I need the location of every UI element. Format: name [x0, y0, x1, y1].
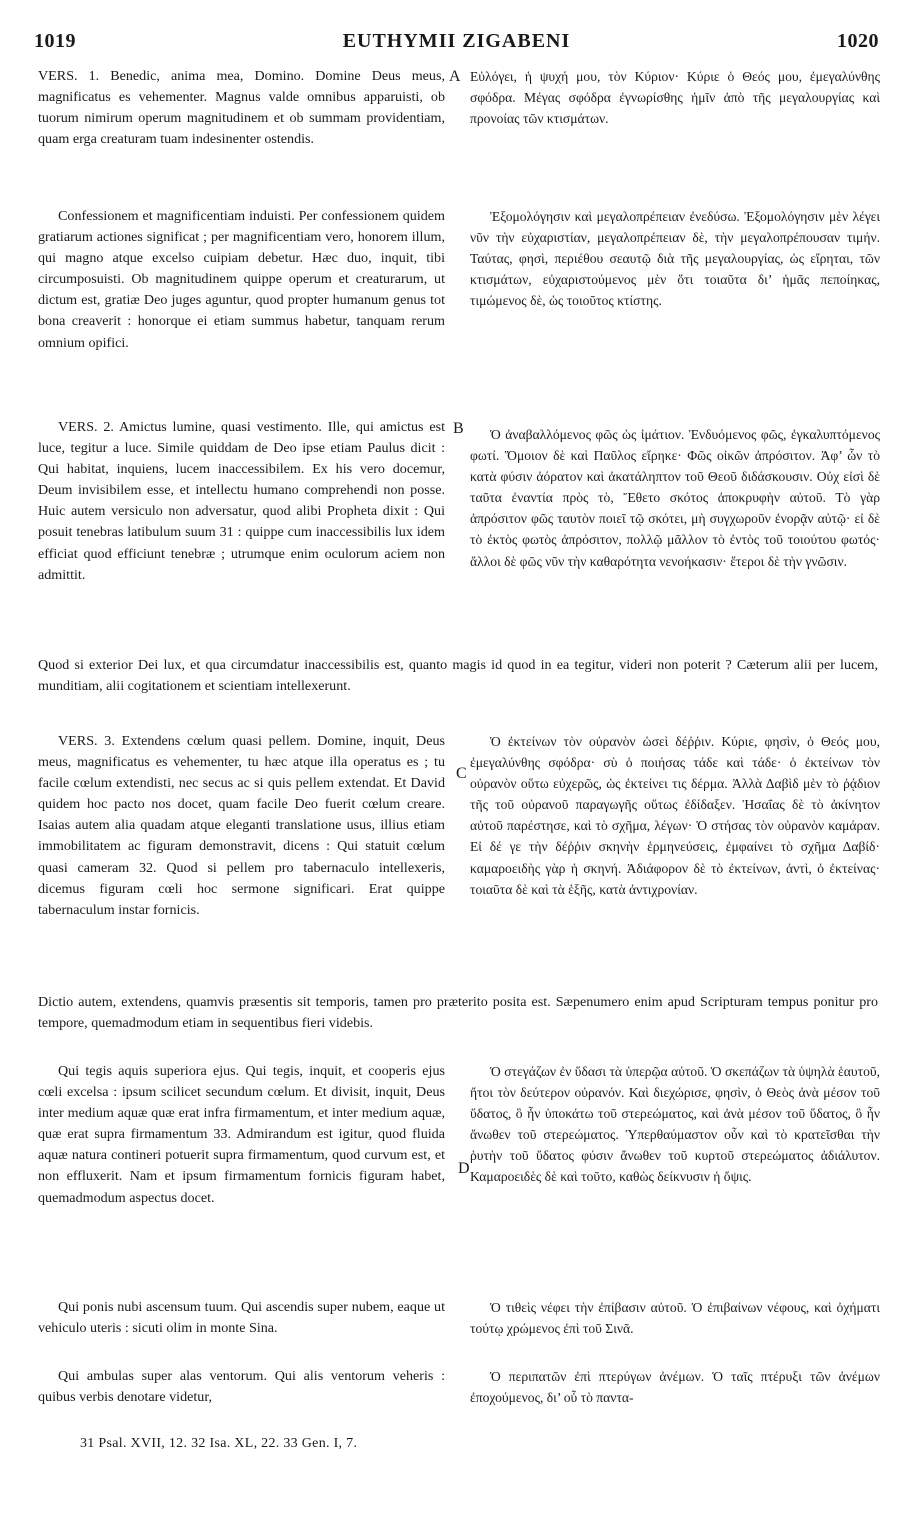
greek-paragraph-eulogei: Εὐλόγει, ἡ ψυχή μου, τὸν Κύριον· Κύριε ὁ Θεός μου, ἐμεγαλύνθης σφόδρα. Μέγας σφόδρα ἐγνωρίσθης ἡμῖν ἀπὸ τῆς μεγαλουργίας καὶ προνοίας τῶν κτισμάτων.	[470, 69, 880, 127]
latin-paragraph-confessionem: Confessionem et magnificentiam induisti. Per confessionem quidem gratiarum actiones significat ; per magnificentiam vero, honorem illum, qui magno atque excelso cuipiam debetur. Hæc duo, inquit, tibi circumposuisti. Ob magnitudinem quippe operum et creaturarum, ut dictum est, gratiæ Deo juges aguntur, quod propter humanum genus tot bona creaverit : honorque ei etiam summus habetur, tanquam rerum omnium opifici.	[38, 208, 445, 351]
latin-paragraph-qui-ponis: Qui ponis nubi ascensum tuum. Qui ascendis super nubem, eaque ut vehiculo uteris : sicuti olim in monte Sina.	[38, 1299, 445, 1337]
latin-paragraph-qui-ambulas: Qui ambulas super alas ventorum. Qui alis ventorum veheris : quibus verbis denotare videtur,	[38, 1368, 445, 1406]
latin-paragraph-vers-3: VERS. 3. Extendens cœlum quasi pellem. Domine, inquit, Deus meus, magnificatus es vehementer, tu hæc atque illa operatus es ; tu facile cœlum extendisti, nec secus ac si quis pellem extendat. Et David quidem hoc pacto nos docet, quam facile Deo fuerit cœlum creare. Isaias autem alia quadam atque eleganti translatione usus, illius etiam immobilitatem ac figuram demonstravit, dicens : Qui statuit cœlum quasi cameram 32. Quod si pellem pro tabernaculo intellexeris, dicemus figuram cœli hoc sermone significari. Erat quippe tabernaculum instar fornicis.	[38, 733, 445, 918]
column-marker-b: B	[453, 420, 464, 437]
page-header	[34, 30, 879, 56]
greek-paragraph-ekteinon: Ὁ ἐκτείνων τὸν οὐρανὸν ὡσεὶ δέῤῥιν. Κύριε, φησὶν, ὁ Θεός μου, ἐμεγαλύνθης σφόδρα· σὺ ὁ ποιήσας τάδε καὶ τάδε· ὁ ἐκτείνων τὸν οὐρανὸν οὕτω εὐχερῶς, ὡς ἐκτείνει τις δέρμα. Ἀλλὰ Δαβὶδ μὲν τὸ ῥᾴδιον τῆς τοῦ οὐρανοῦ παραγωγῆς οὕτως ἐδίδαξεν. Ἡσαΐας δὲ τὸ ἀκίνητον αὐτοῦ παρέστησε, καὶ τὸ σχῆμα, λέγων· Ὁ στήσας τὸν οὐρανὸν καμάραν. Εἰ δέ γε τὴν δέῤῥιν σκηνὴν ἑρμηνεύσεις, ἐμφαίνει τὸ σχῆμα Δαβίδ· καμαροειδὴς γὰρ ἡ σκηνή. Ἀδιάφορον δὲ τὸ ἐκτείνων, ἀντὶ, ὁ ἐκτείνας· τοιαῦτα δὲ καὶ τὰ ἑξῆς, κατὰ ἀντιχρονίαν.	[470, 734, 880, 897]
column-marker-c: C	[456, 765, 467, 782]
footnotes: 31 Psal. XVII, 12. 32 Isa. XL, 22. 33 Gen. I, 7.	[80, 1436, 358, 1451]
column-marker-a: A	[449, 68, 461, 85]
greek-paragraph-exomologesin: Ἐξομολόγησιν καὶ μεγαλοπρέπειαν ἐνεδύσω. Ἐξομολόγησιν μὲν λέγει νῦν τὴν εὐχαριστίαν, μεγαλοπρέπειαν δὲ, τὴν μεγαλοπρέπουσαν τιμήν. Ταύτας, φησὶ, περιέθου σεαυτῷ διὰ τῆς μεγαλουργίας, ὡς εἴρηται, τῶν κτισμάτων, εὐχαριστούμενος μὲν ὅτι τοιαῦτα δι’ ἡμᾶς πεποίηκας, τιμώμενος δὲ, ὡς τοιοῦτος κτίστης.	[470, 209, 880, 309]
column-marker-d: D	[458, 1160, 470, 1177]
greek-paragraph-peripaton: Ὁ περιπατῶν ἐπὶ πτερύγων ἀνέμων. Ὁ ταῖς πτέρυξι τῶν ἀνέμων ἐποχούμενος, δι’ οὗ τὸ παντα-	[470, 1369, 880, 1406]
greek-paragraph-anaballomenos: Ὁ ἀναβαλλόμενος φῶς ὡς ἱμάτιον. Ἐνδυόμενος φῶς, ἐγκαλυπτόμενος φωτί. Ὅμοιον δὲ καὶ Παῦλος εἴρηκε· Φῶς οἰκῶν ἀπρόσιτον. Ἀφ’ ὧν τὸ κατὰ φύσιν ἀόρατον καὶ ἀκατάληπτον τοῦ Θεοῦ διδάσκουσιν. Οὐχ εἰσὶ δὲ ταῦτα ἐναντία πρὸς τὸ, Ἔθετο σκότος ἀποκρυφὴν αὐτοῦ. Τὸ γὰρ ἀπρόσιτον φῶς ταυτὸν ποιεῖ τῷ σκότει, μὴ συγχωροῦν ἐνορᾷν αὐτῷ· εἰ δὲ τὸ ἐκτὸς φωτὸς ἀπρόσιτον, πολλῷ μᾶλλον τὸ ἐντὸς τοῦ τοιούτου φωτός· ἄλλοι δὲ φῶς νῦν τὴν καθαρότητα νενοήκασιν· ἕτεροι δὲ τὴν γνῶσιν.	[470, 427, 880, 569]
running-title: EUTHYMII ZIGABENI	[342, 30, 571, 52]
greek-paragraph-titheis: Ὁ τιθεὶς νέφει τὴν ἐπίβασιν αὐτοῦ. Ὁ ἐπιβαίνων νέφους, καὶ ὀχήματι τούτῳ χρώμενος ἐπὶ τοῦ Σινᾶ.	[470, 1300, 880, 1337]
page-number-right: 1020	[837, 30, 879, 52]
page-number-left: 1019	[34, 30, 76, 52]
latin-paragraph-vers-2: VERS. 2. Amictus lumine, quasi vestimento. Ille, qui amictus est luce, tegitur a luce. Simile quiddam de Deo ipse etiam Paulus dicit : Qui habitat, inquiens, lucem inaccessibilem. Ex his vero docemur, Deum invisibilem esse, et intellectu humano comprehendi non posse. Huic autem versiculo non adversatur, quod alibi Propheta dixit : Qui posuit tenebras latibulum suum 31 : quippe cum inaccessibilis lux idem efficiat quod efficiunt tenebræ ; utrumque enim oculorum aciem non admittit.	[38, 419, 445, 583]
greek-paragraph-stegazon: Ὁ στεγάζων ἐν ὕδασι τὰ ὑπερῷα αὐτοῦ. Ὁ σκεπάζων τὰ ὑψηλὰ ἑαυτοῦ, ἤτοι τὸν δεύτερον οὐρανόν. Καὶ διεχώρισε, φησὶν, ὁ Θεὸς ἀνὰ μέσον τοῦ ὕδατος, ὃ ἦν ὑποκάτω τοῦ στερεώματος, καὶ ἀνὰ μέσον τοῦ ὕδατος, ὃ ἦν ἄνωθεν τοῦ στερεώματος. Ὑπερθαύμαστον οὖν καὶ τὸ κρατεῖσθαι τὴν ῥυτὴν τοῦ ὕδατος φύσιν ἄνωθεν τοῦ κυρτοῦ στερεώματος ἀδιάλυτον. Καμαροειδὲς δὲ καὶ τοῦτο, καθὼς δείκνυσιν ἡ ὄψις.	[470, 1064, 880, 1185]
latin-paragraph-qui-tegis: Qui tegis aquis superiora ejus. Qui tegis, inquit, et cooperis ejus cœli excelsa : ipsum scilicet secundum cœlum. Et divisit, inquit, Deus inter medium aquæ quæ erat infra firmamentum, et inter medium aquæ, quæ erat supra firmamentum 33. Admirandum est igitur, quod fluida aquæ natura contineri potuerit supra firmamentum, quod curvum est, et non effluxerit. Nam et ipsum firmamentum fornicis figuram habet, quemadmodum aspectus docet.	[38, 1063, 445, 1206]
latin-paragraph-vers-1: VERS. 1. Benedic, anima mea, Domino. Domine Deus meus, magnificatus es vehementer. Magnus valde omnibus apparuisti, ob tuorum nimirum operum magnitudinem et ob summam providentiam, quam erga creaturam tuam indesinenter ostendis.	[38, 68, 445, 148]
latin-paragraph-vers-3-continued: Dictio autem, extendens, quamvis præsentis sit temporis, tamen pro præterito posita est. Sæpenumero enim apud Scripturam tempus ponitur pro tempore, quemadmodum etiam in sequentibus fieri videbis.	[38, 994, 878, 1032]
latin-paragraph-vers-2-continued: Quod si exterior Dei lux, et qua circumdatur inaccessibilis est, quanto magis id quod in ea tegitur, videri non poterit ? Cæterum alii per lucem, munditiam, alii cogitationem et scientiam intellexerunt.	[38, 657, 878, 695]
